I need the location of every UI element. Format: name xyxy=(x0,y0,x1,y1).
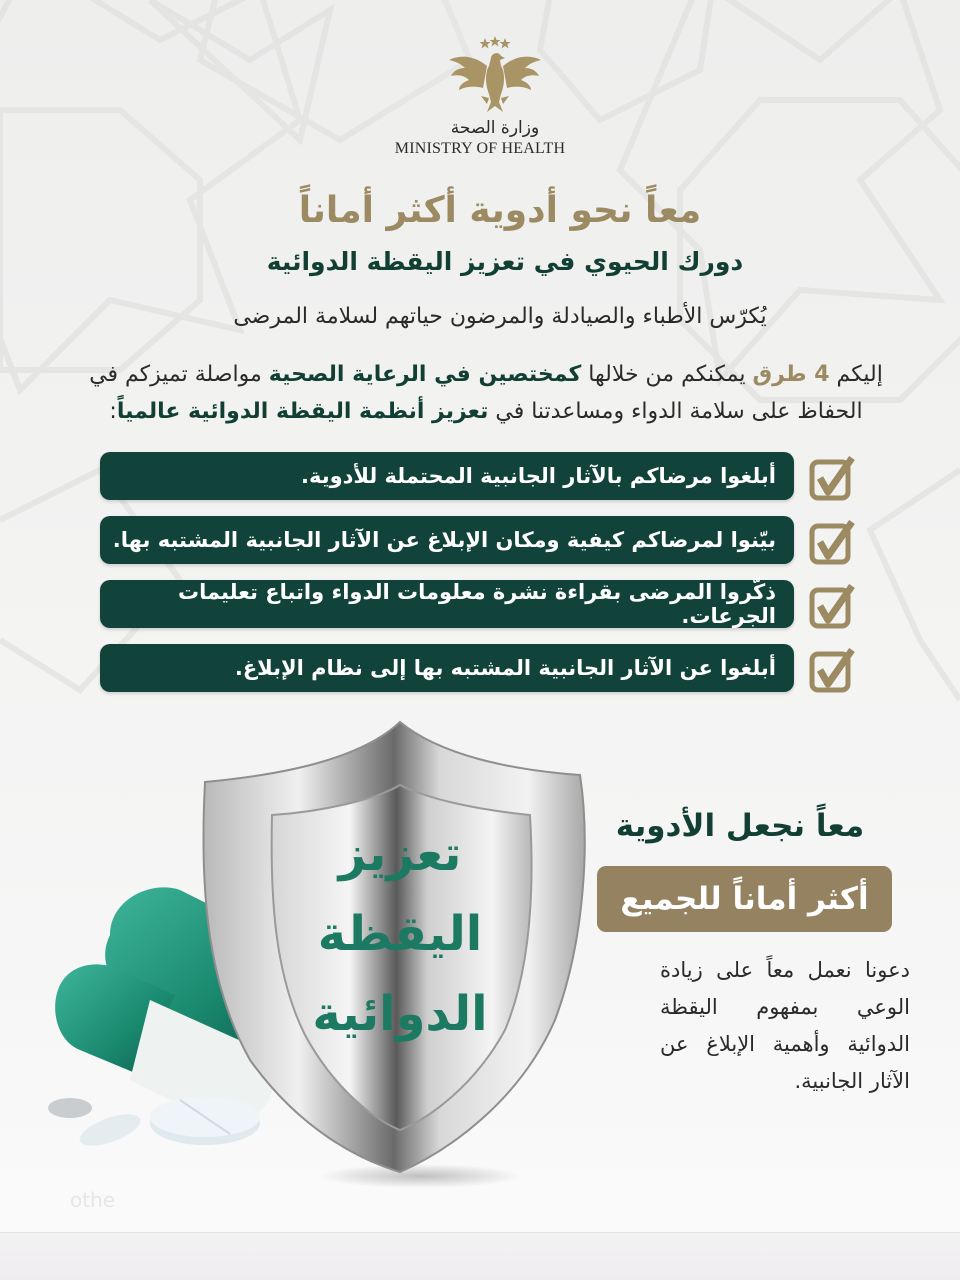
checklist-item-text: بيّنوا لمرضاكم كيفية ومكان الإبلاغ عن الآثار الجانبية المشتبه بها. xyxy=(100,516,794,564)
checklist-item-text: أبلغوا مرضاكم بالآثار الجانبية المحتملة للأدوية. xyxy=(100,452,794,500)
intro-highlight-goal: تعزيز أنظمة اليقظة الدوائية عالمياً xyxy=(116,399,489,424)
checklist-item xyxy=(100,516,860,568)
checkbox-checked-icon xyxy=(808,582,860,630)
ministry-logo xyxy=(400,36,590,120)
checkbox-checked-icon xyxy=(808,646,860,694)
ministry-name-arabic: وزارة الصحة xyxy=(450,118,540,138)
floor-surface xyxy=(0,1232,960,1280)
shield-text-line2: اليقظة xyxy=(317,906,483,962)
main-title: معاً نحو أدوية أكثر أماناً xyxy=(298,190,702,231)
intro-highlight-role: كمختصين في الرعاية الصحية xyxy=(268,362,582,387)
shield-text-line1: تعزيز xyxy=(338,826,462,882)
intro-text: : xyxy=(109,399,117,424)
shield-and-pills-illustration xyxy=(40,700,620,1220)
ministry-name-english: MINISTRY OF HEALTH xyxy=(394,140,566,157)
intro-text: مواصلة تميزكم في الحفاظ على سلامة الدواء ومساعدتنا في xyxy=(89,362,863,424)
eagle-emblem-icon xyxy=(447,36,543,120)
shield-text-line3: الدوائية xyxy=(312,986,488,1042)
watermark-text: othe xyxy=(70,1188,116,1212)
checklist-item-text: أبلغوا عن الآثار الجانبية المشتبه بها إلى نظام الإبلاغ. xyxy=(100,644,794,692)
intro-text: إليكم xyxy=(829,362,883,387)
checkbox-checked-icon xyxy=(808,518,860,566)
checklist-item xyxy=(100,644,860,696)
checklist-item xyxy=(100,452,860,504)
slogan-description: دعونا نعمل معاً على زيادة الوعي بمفهوم اليقظة الدوائية وأهمية الإبلاغ عن الآثار الجانبية. xyxy=(660,958,910,1093)
slogan-pill: أكثر أماناً للجميع xyxy=(597,866,892,932)
subtitle: دورك الحيوي في تعزيز اليقظة الدوائية xyxy=(266,247,744,276)
tagline: يُكرّس الأطباء والصيادلة والمرضون حياتهم لسلامة المرضى xyxy=(233,304,767,329)
slogan-heading: معاً نجعل الأدوية xyxy=(615,808,865,844)
checklist-item-text: ذكّروا المرضى بقراءة نشرة معلومات الدواء واتباع تعليمات الجرعات. xyxy=(100,580,794,628)
checkbox-checked-icon xyxy=(808,454,860,502)
intro-text: يمكنكم من خلالها xyxy=(581,362,753,387)
intro-paragraph xyxy=(80,356,892,430)
checklist-item xyxy=(100,580,860,632)
intro-highlight-count: 4 طرق xyxy=(752,362,830,387)
checklist xyxy=(100,452,860,708)
